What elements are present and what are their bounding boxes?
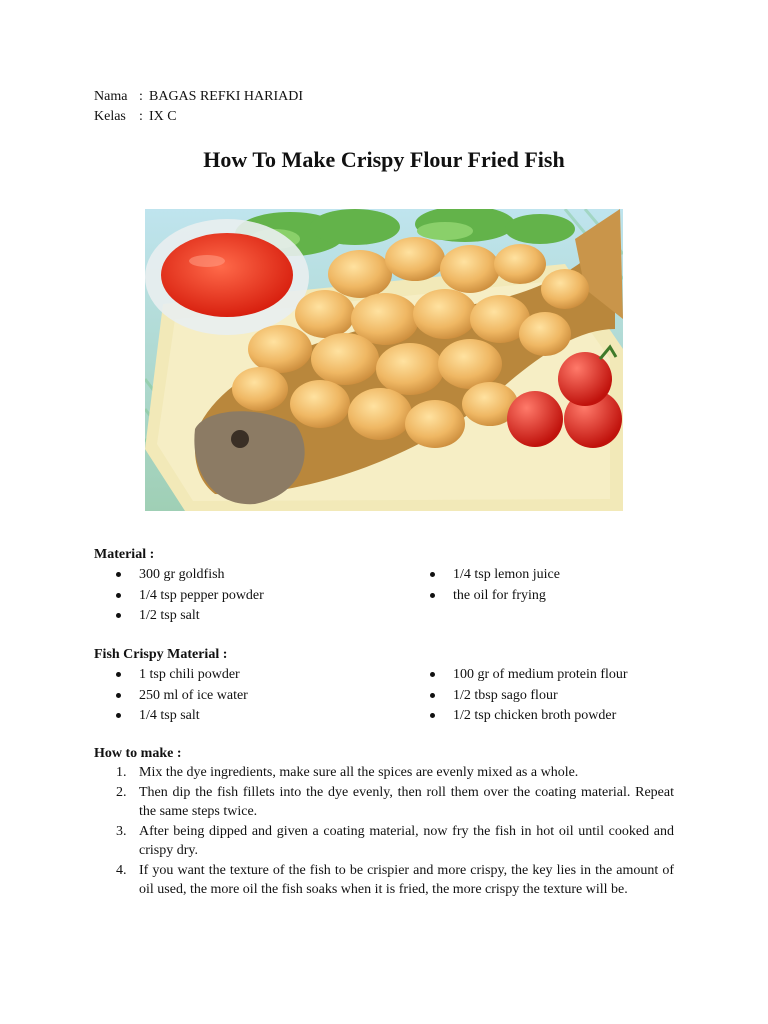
bullet-icon [116,593,121,598]
bullet-icon [430,572,435,577]
list-item: 1/2 tsp chicken broth powder [408,706,628,727]
list-item: 1/2 tbsp sago flour [408,686,628,707]
material-heading: Material : [94,547,155,562]
step-item: 4. If you want the texture of the fish to be crispier and more crispy, the key lies in the amount of oil used, the more oil the fish soaks when it is fried, the more crispy the texture will be. [116,862,674,897]
list-item: the oil for frying [408,586,560,607]
fried-fish-photo [145,209,623,511]
bullet-icon [430,593,435,598]
bullet-icon [430,672,435,677]
page-title: How To Make Crispy Flour Fried Fish [203,147,565,172]
step-item: 2. Then dip the fish fillets into the dye evenly, then roll them over the coating material. Repeat the same steps twice. [116,784,674,819]
name-separator: : [139,89,143,104]
step-item: 1. Mix the dye ingredients, make sure all the spices are evenly mixed as a whole. [116,765,579,780]
bullet-icon [116,613,121,618]
name-value: BAGAS REFKI HARIADI [149,89,304,104]
list-item: 1/2 tsp salt [94,606,264,627]
bullet-icon [116,572,121,577]
crispy-material-heading: Fish Crispy Material : [94,647,228,662]
class-row [94,107,303,127]
steps-list [94,763,674,900]
list-item: 300 gr goldfish [94,565,264,586]
class-value: IX C [149,108,177,124]
crispy-material-list-right [408,665,628,727]
list-item: 100 gr of medium protein flour [408,665,628,686]
list-item: 1 tsp chili powder [94,665,248,686]
class-separator: : [139,108,143,124]
student-info [94,87,303,126]
class-label: Kelas [94,108,126,124]
bullet-icon [116,693,121,698]
name-label: Nama [94,89,128,104]
list-item: 250 ml of ice water [94,686,248,707]
list-item: 1/4 tsp salt [94,706,248,727]
list-item: 1/4 tsp lemon juice [408,565,560,586]
bullet-icon [116,672,121,677]
material-list-right [408,565,560,606]
how-to-make-heading: How to make : [94,746,182,761]
step-item: 3. After being dipped and given a coating material, now fry the fish in hot oil until cooked and crispy dry. [116,823,674,858]
bullet-icon [430,713,435,718]
crispy-material-list-left [94,665,248,727]
bullet-icon [116,713,121,718]
name-row [94,87,303,107]
bullet-icon [430,693,435,698]
material-list-left [94,565,264,627]
list-item: 1/4 tsp pepper powder [94,586,264,607]
